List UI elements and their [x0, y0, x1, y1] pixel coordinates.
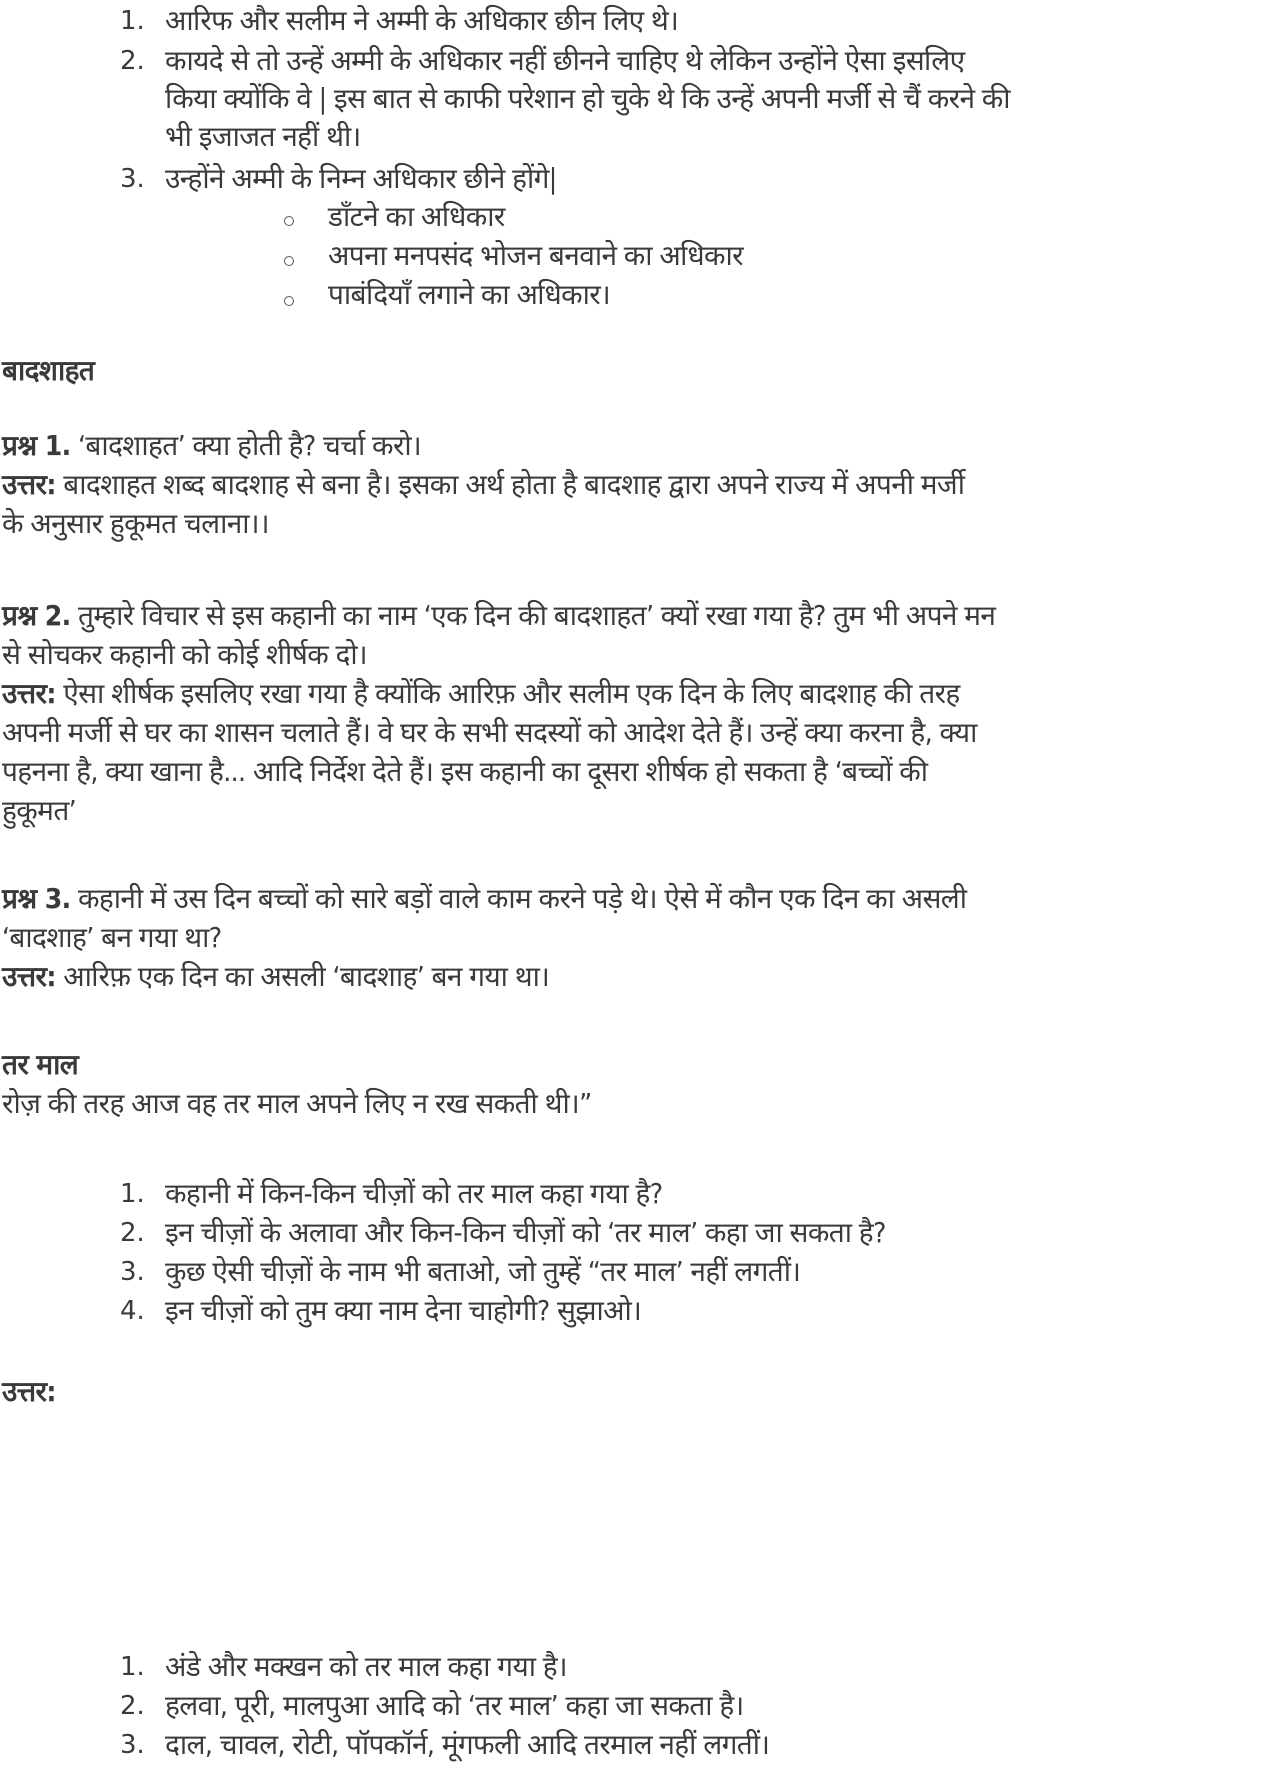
- question-text: ‘बादशाहत’ क्या होती है? चर्चा करो।: [70, 429, 422, 462]
- quote-text: रोज़ की तरह आज वह तर माल अपने लिए न रख सकती थी।”: [2, 1087, 592, 1120]
- answer-text: बादशाहत शब्द बादशाह से बना है। इसका अर्थ होता है बादशाह द्वारा अपने राज्य में अपनी मर्जी: [55, 468, 965, 501]
- question-item: कहानी में किन-किन चीज़ों को तर माल कहा गया है?: [165, 1177, 663, 1210]
- question-item: कुछ ऐसी चीज़ों के नाम भी बताओ, जो तुम्हें “तर माल’ नहीं लगतीं।: [165, 1255, 801, 1288]
- list-number: 3.: [120, 1257, 145, 1287]
- circle-bullet-icon: [284, 216, 294, 226]
- circle-bullet-icon: [284, 296, 294, 306]
- list-number: 2.: [120, 1691, 145, 1721]
- circle-bullet-icon: [284, 256, 294, 266]
- question-3-continued: ‘बादशाह’ बन गया था?: [2, 921, 222, 954]
- list-item: आरिफ और सलीम ने अम्मी के अधिकार छीन लिए थे।: [165, 4, 679, 37]
- question-1: [2, 427, 421, 465]
- question-text: कहानी में उस दिन बच्चों को सारे बड़ों वाले काम करने पड़े थे। ऐसे में कौन एक दिन का असली: [70, 882, 967, 915]
- list-item-continued: किया क्योंकि वे | इस बात से काफी परेशान हो चुके थे कि उन्हें अपनी मर्जी से चैं करने की: [165, 82, 1010, 115]
- list-number: 2.: [120, 1218, 145, 1248]
- question-item: इन चीज़ों के अलावा और किन-किन चीज़ों को ‘तर माल’ कहा जा सकता है?: [165, 1216, 886, 1249]
- sub-list-item: पाबंदियाँ लगाने का अधिकार।: [328, 278, 611, 311]
- question-label: प्रश्न 1.: [2, 429, 71, 462]
- list-number: 2.: [120, 46, 145, 76]
- answer-label: उत्तर:: [2, 1375, 56, 1408]
- list-number: 4.: [120, 1296, 145, 1326]
- answer-item: अंडे और मक्खन को तर माल कहा गया है।: [165, 1650, 568, 1683]
- list-number: 3.: [120, 164, 145, 194]
- list-item: कायदे से तो उन्हें अम्मी के अधिकार नहीं छीनने चाहिए थे लेकिन उन्होंने ऐसा इसलिए: [165, 44, 965, 77]
- question-label: प्रश्न 2.: [2, 599, 71, 632]
- answer-label: उत्तर:: [2, 468, 56, 501]
- answer-3: [2, 958, 549, 996]
- section-heading: तर माल: [2, 1048, 79, 1081]
- answer-item: दाल, चावल, रोटी, पॉपकॉर्न, मूंगफली आदि तरमाल नहीं लगतीं।: [165, 1728, 770, 1761]
- answer-2-continued: पहनना है, क्या खाना है... आदि निर्देश देते हैं। इस कहानी का दूसरा शीर्षक हो सकता है ‘बच्चों की: [2, 755, 928, 788]
- answer-text: आरिफ़ एक दिन का असली ‘बादशाह’ बन गया था।: [55, 960, 550, 993]
- question-3: [2, 880, 966, 918]
- list-number: 1.: [120, 1179, 145, 1209]
- list-item-continued: भी इजाजत नहीं थी।: [165, 120, 361, 153]
- question-2-continued: से सोचकर कहानी को कोई शीर्षक दो।: [2, 638, 368, 671]
- sub-list-item: अपना मनपसंद भोजन बनवाने का अधिकार: [328, 239, 744, 272]
- answer-2-continued: अपनी मर्जी से घर का शासन चलाते हैं। वे घर के सभी सदस्यों को आदेश देते हैं। उन्हें क्या करना है, क्या: [2, 716, 977, 749]
- sub-list-item: डाँटने का अधिकार: [328, 200, 505, 233]
- answer-2: [2, 675, 960, 713]
- answer-1: [2, 466, 964, 504]
- answer-label: उत्तर:: [2, 960, 56, 993]
- question-label: प्रश्न 3.: [2, 882, 71, 915]
- answer-2-continued: हुकूमत’: [2, 794, 77, 827]
- list-number: 1.: [120, 6, 145, 36]
- answer-item: हलवा, पूरी, मालपुआ आदि को ‘तर माल’ कहा जा सकता है।: [165, 1689, 744, 1722]
- list-item: उन्होंने अम्मी के निम्न अधिकार छीने होंगे|: [165, 162, 557, 195]
- question-2: [2, 597, 995, 635]
- answer-text: ऐसा शीर्षक इसलिए रखा गया है क्योंकि आरिफ़ और सलीम एक दिन के लिए बादशाह की तरह: [55, 677, 960, 710]
- section-heading: बादशाहत: [2, 354, 95, 387]
- list-number: 3.: [120, 1730, 145, 1760]
- list-number: 1.: [120, 1652, 145, 1682]
- question-item: इन चीज़ों को तुम क्या नाम देना चाहोगी? सुझाओ।: [165, 1294, 642, 1327]
- answer-1-continued: के अनुसार हुकूमत चलाना।।: [2, 507, 269, 540]
- answer-label: उत्तर:: [2, 677, 56, 710]
- question-text: तुम्हारे विचार से इस कहानी का नाम ‘एक दिन की बादशाहत’ क्यों रखा गया है? तुम भी अपने मन: [70, 599, 996, 632]
